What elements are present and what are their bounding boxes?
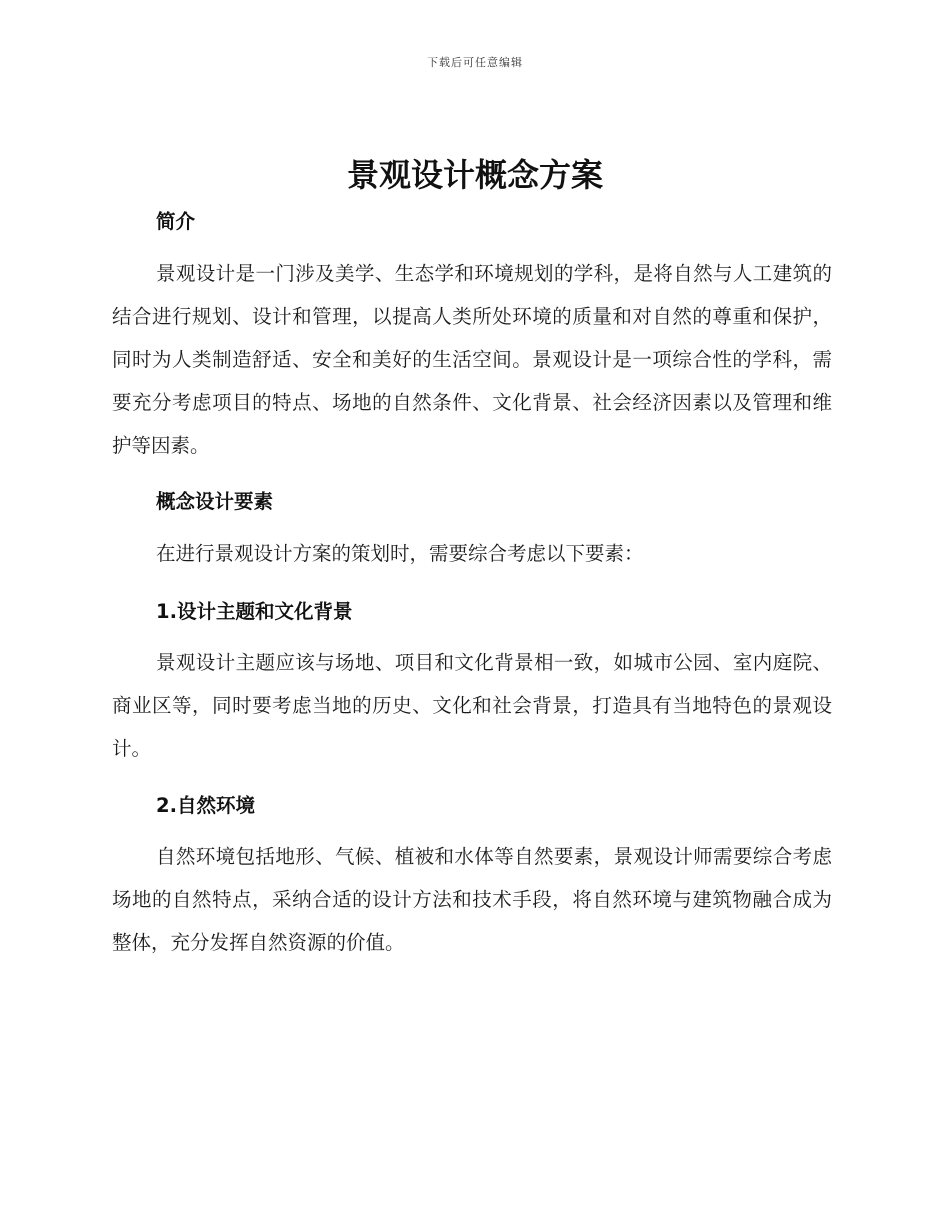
header-note: 下载后可任意编辑: [427, 56, 523, 69]
document-title: 景观设计概念方案: [346, 156, 603, 194]
paragraph-nature: 自然环境包括地形、气候、植被和水体等自然要素，景观设计师需要综合考虑场地的自然特点，采纳合适的设计方法和技术手段，将自然环境与建筑物融合成为整体，充分发挥自然资源的价值。: [112, 845, 832, 954]
paragraph-theme: 景观设计主题应该与场地、项目和文化背景相一致，如城市公园、室内庭院、商业区等，同时要考虑当地的历史、文化和社会背景，打造具有当地特色的景观设计。: [112, 651, 832, 760]
section-heading-concept: 概念设计要素: [156, 490, 274, 513]
paragraph-concept: 在进行景观设计方案的策划时，需要综合考虑以下要素：: [156, 542, 644, 565]
paragraph-intro: 景观设计是一门涉及美学、生态学和环境规划的学科，是将自然与人工建筑的结合进行规划、设计和管理，以提高人类所处环境的质量和对自然的尊重和保护，同时为人类制造舒适、安全和美好的生活空间。景观设计是一项综合性的学科，需要充分考虑项目的特点、场地的自然条件、文化背景、社会经济因素以及管理和维护等因素。: [112, 262, 832, 457]
section-heading-nature: 2.自然环境: [156, 794, 255, 817]
section-heading-theme: 1.设计主题和文化背景: [156, 600, 353, 623]
section-heading-intro: 简介: [156, 210, 196, 233]
